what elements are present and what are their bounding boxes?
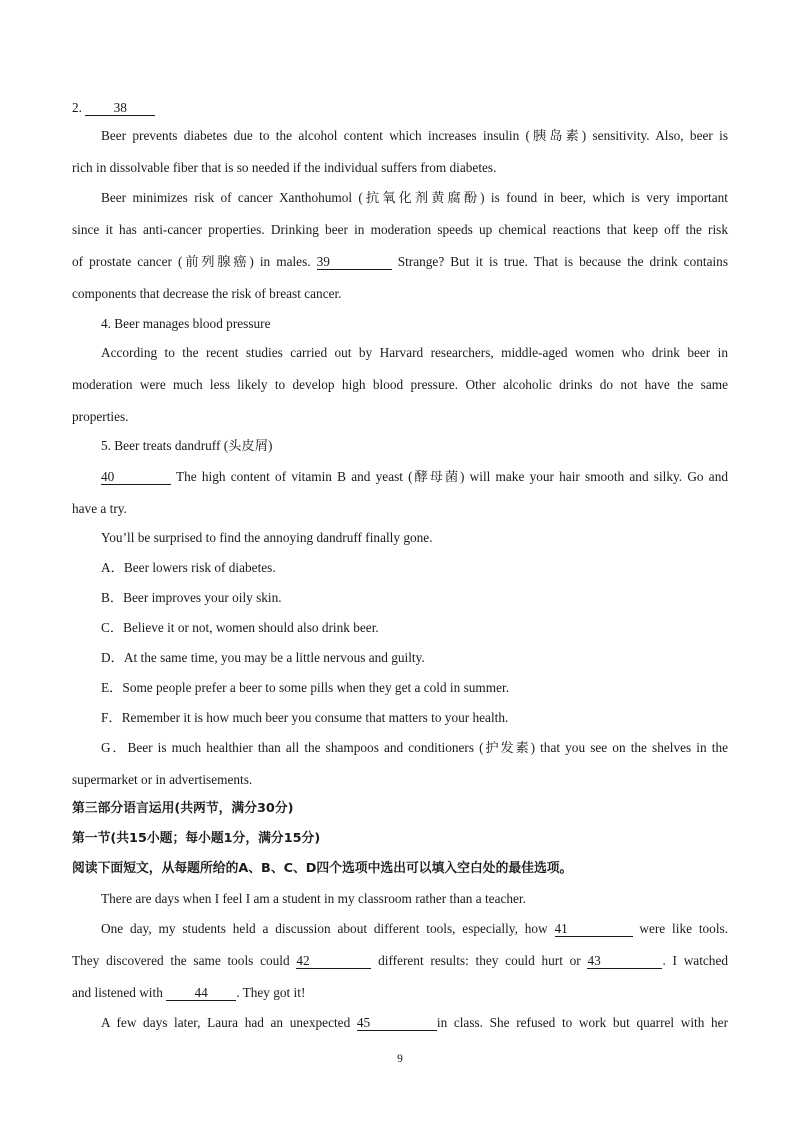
blank-43: 43 — [587, 953, 662, 969]
text-segment: of prostate cancer (前列腺癌) in males. — [72, 254, 311, 269]
section-title: 第三部分语言运用(共两节，满分30分) — [72, 801, 294, 816]
text-segment: Strange? But it is true. That is because the drink contains — [397, 254, 728, 269]
paragraph-line: properties. — [72, 409, 129, 424]
option-c: C．Believe it or not, women should also drink beer. — [101, 620, 379, 635]
heading-4: 4. Beer manages blood pressure — [101, 316, 271, 331]
paragraph-line-with-blank — [101, 468, 728, 486]
paragraph-line: rich in dissolvable fiber that is so needed if the individual suffers from diabetes. — [72, 160, 497, 175]
option-g-cont: supermarket or in advertisements. — [72, 772, 253, 787]
blank-40: 40 — [101, 469, 171, 485]
paragraph-line: You’ll be surprised to find the annoying dandruff finally gone. — [101, 530, 433, 545]
passage-line-with-blank — [101, 920, 728, 938]
option-b: B．Beer improves your oily skin. — [101, 590, 282, 605]
text-segment: were like tools. — [639, 921, 729, 936]
blank-45-group — [357, 1015, 728, 1030]
blank-41: 41 — [555, 921, 633, 937]
text-segment: One day, my students held a discussion about different tools, especially, how — [101, 921, 548, 936]
blank-39: 39 — [317, 254, 392, 270]
item-number: 2. — [72, 100, 82, 115]
text-segment: . They got it! — [236, 985, 306, 1000]
paragraph-line-with-blank — [72, 253, 728, 271]
blank-45: 45 — [357, 1015, 437, 1031]
passage-line-with-blank — [72, 952, 728, 970]
paragraph-line: components that decrease the risk of breast cancer. — [72, 286, 342, 301]
paragraph-line: According to the recent studies carried out by Harvard researchers, middle-aged women who drink beer in — [101, 345, 728, 360]
heading-5: 5. Beer treats dandruff (头皮屑) — [101, 438, 273, 453]
option-d: D．At the same time, you may be a little nervous and guilty. — [101, 650, 425, 665]
item-2-heading — [72, 99, 728, 117]
blank-44: 44 — [166, 985, 236, 1001]
passage-line: There are days when I feel I am a student in my classroom rather than a teacher. — [101, 891, 526, 906]
text-segment: They discovered the same tools could — [72, 953, 290, 968]
blank-42: 42 — [296, 953, 371, 969]
paragraph-line: since it has anti-cancer properties. Drinking beer in moderation speeds up chemical reactions that keep off the risk — [72, 222, 728, 237]
text-segment: . I watched — [662, 953, 728, 968]
option-f: F．Remember it is how much beer you consume that matters to your health. — [101, 710, 509, 725]
passage-line-with-blank — [101, 1014, 728, 1032]
text-segment: A few days later, Laura had an unexpected — [101, 1015, 351, 1030]
paragraph-line: moderation were much less likely to develop high blood pressure. Other alcoholic drinks do not have the same — [72, 377, 728, 392]
option-e: E．Some people prefer a beer to some pills when they get a cold in summer. — [101, 680, 510, 695]
text-segment: different results: they could hurt or — [378, 953, 581, 968]
page-number: 9 — [397, 1053, 403, 1065]
paragraph-line: Beer minimizes risk of cancer Xanthohumol (抗氧化剂黄腐酚) is found in beer, which is very important — [101, 190, 728, 205]
passage-line-with-blank — [72, 984, 728, 1002]
text-segment: The high content of vitamin B and yeast (酵母菌) will make your hair smooth and silky. Go and — [175, 469, 728, 484]
text-segment: and listened with — [72, 985, 163, 1000]
section-instruction: 阅读下面短文，从每题所给的A、B、C、D四个选项中选出可以填入空白处的最佳选项。 — [72, 861, 573, 876]
blank-43-group — [587, 953, 728, 968]
option-g: G．Beer is much healthier than all the shampoos and conditioners (护发素) that you see on the shelves in the — [101, 740, 728, 755]
section-part-title: 第一节(共15小题；每小题1分，满分15分) — [72, 831, 321, 846]
paragraph-line: Beer prevents diabetes due to the alcohol content which increases insulin (胰岛素) sensitivity. Also, beer is — [101, 128, 728, 143]
paragraph-line: have a try. — [72, 501, 127, 516]
text-segment: in class. She refused to work but quarrel with her — [436, 1015, 728, 1030]
blank-38: 38 — [85, 100, 155, 116]
option-a: A．Beer lowers risk of diabetes. — [101, 560, 276, 575]
